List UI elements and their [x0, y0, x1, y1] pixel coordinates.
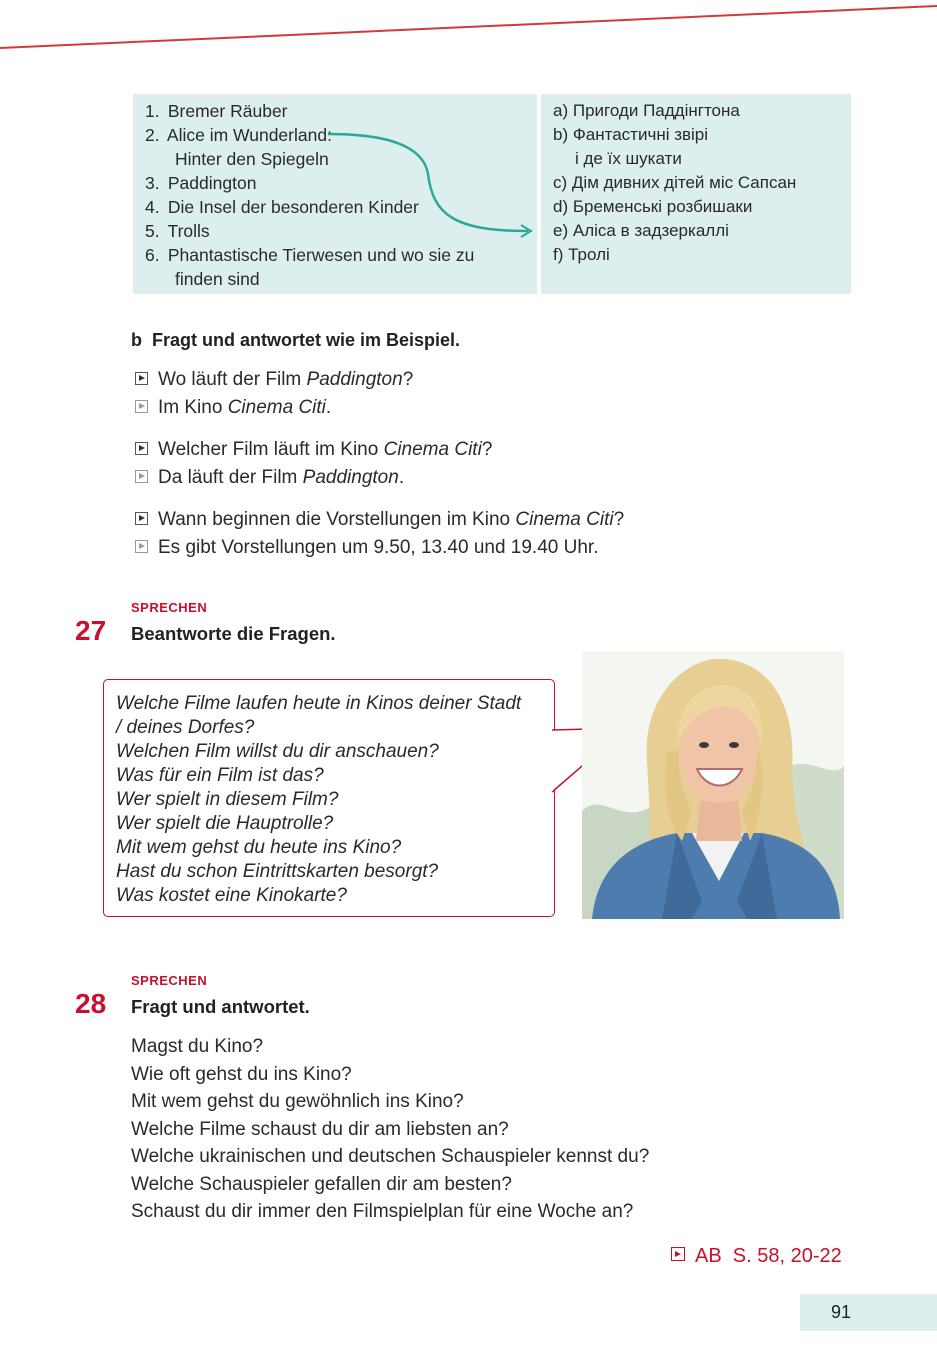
- question-item: Welche ukrainischen und deutschen Schauspieler kennst du?: [131, 1146, 650, 1167]
- item-text: Пригоди Паддінгтона: [572, 101, 740, 120]
- play-icon[interactable]: [135, 400, 148, 413]
- line-text: Im Kino: [158, 397, 228, 418]
- matching-table: [133, 94, 851, 294]
- question-item: Magst du Kino?: [131, 1036, 264, 1057]
- question-item: Was kostet eine Kinokarte?: [116, 885, 347, 906]
- example-dialog-3: [135, 506, 695, 562]
- question-item: Welche Filme laufen heute in Kinos deiner Stadt: [116, 693, 522, 714]
- exercise-27-title: Beantworte die Fragen.: [131, 623, 336, 644]
- woman-photo: [582, 651, 844, 919]
- question-item: / deines Dorfes?: [116, 717, 255, 738]
- item-text-continuation: Hinter den Spiegeln: [175, 149, 329, 169]
- answer-line: [135, 464, 695, 492]
- title-emphasis: Cinema Citi: [383, 439, 482, 460]
- title-emphasis: Paddington: [302, 467, 399, 488]
- title-emphasis: Cinema Citi: [515, 509, 614, 530]
- line-text: Wo läuft der Film: [158, 369, 307, 390]
- item-number: 4.: [145, 197, 160, 217]
- title-emphasis: Cinema Citi: [227, 397, 326, 418]
- german-title-item: [145, 219, 530, 243]
- item-text: Аліса в задзеркаллі: [572, 221, 729, 240]
- play-icon[interactable]: [135, 470, 148, 483]
- item-number: 3.: [145, 173, 160, 193]
- question-line: [135, 506, 695, 534]
- play-icon[interactable]: [135, 540, 148, 553]
- question-item: Wie oft gehst du ins Kino?: [131, 1063, 352, 1085]
- question-item: Welchen Film willst du dir anschauen?: [116, 741, 439, 762]
- item-text-continuation: finden sind: [175, 269, 260, 289]
- line-text: Wann beginnen die Vorstellungen im Kino: [158, 509, 516, 530]
- ukrainian-title-item: [553, 243, 843, 267]
- part-b-title: b Fragt und antwortet wie im Beispiel.: [131, 330, 461, 350]
- play-icon[interactable]: [135, 442, 148, 455]
- line-text: Da läuft der Film: [158, 467, 303, 488]
- item-letter: c): [553, 173, 568, 192]
- item-text: Paddington: [167, 173, 257, 193]
- question-line: [135, 366, 695, 394]
- example-dialog-1: [135, 366, 695, 422]
- item-text: Phantastische Tierwesen und wo sie zu: [167, 245, 475, 265]
- arrow-box-icon: [671, 1247, 685, 1261]
- item-number: 5.: [145, 221, 160, 241]
- page-number-box: [800, 1294, 937, 1331]
- exercise-27-number: 27: [75, 615, 107, 646]
- question-item: Mit wem gehst du gewöhnlich ins Kino?: [131, 1091, 464, 1112]
- line-punctuation: .: [325, 397, 332, 418]
- item-text: Дім дивних дітей міс Сапсан: [571, 173, 797, 192]
- answer-line: [135, 534, 695, 562]
- exercise-28-kicker: SPRECHEN: [131, 973, 208, 988]
- german-titles-list: [145, 99, 530, 291]
- item-text-continuation: і де їх шукати: [575, 149, 682, 168]
- item-text: Bremer Räuber: [167, 101, 288, 121]
- speech-bubble: [103, 679, 555, 917]
- line-punctuation: ?: [613, 509, 625, 530]
- item-text: Фантастичні звірі: [572, 125, 709, 144]
- question-line: [135, 436, 695, 464]
- item-text: Alice im Wunderland:: [166, 125, 332, 145]
- item-text: Die Insel der besonderen Kinder: [167, 197, 419, 217]
- item-letter: a): [553, 101, 569, 120]
- german-title-item: [145, 123, 530, 147]
- exercise-27-kicker: SPRECHEN: [131, 600, 208, 615]
- line-punctuation: ?: [481, 439, 493, 460]
- item-number: 6.: [145, 245, 160, 265]
- item-text: Бременські розбишаки: [572, 197, 753, 216]
- german-title-item: [145, 243, 530, 267]
- item-number: 1.: [145, 101, 160, 121]
- exercise-28-number: 28: [75, 988, 107, 1019]
- ukrainian-titles-column: [541, 94, 851, 294]
- ukrainian-title-item: [553, 195, 843, 219]
- answer-line: [135, 394, 695, 422]
- question-item: Wer spielt die Hauptrolle?: [116, 813, 334, 834]
- question-item: Wer spielt in diesem Film?: [116, 789, 339, 810]
- german-titles-column: [133, 94, 537, 294]
- workbook-reference-text: AB S. 58, 20-22: [695, 1245, 842, 1267]
- german-title-continuation: [145, 267, 530, 291]
- exercise-27-questions: [116, 692, 521, 908]
- line-punctuation: ?: [402, 369, 414, 390]
- question-item: Was für ein Film ist das?: [116, 765, 324, 786]
- german-title-item: [145, 195, 530, 219]
- header-rule: [0, 0, 937, 60]
- play-icon[interactable]: [135, 512, 148, 525]
- line-punctuation: .: [398, 467, 405, 488]
- play-icon[interactable]: [135, 372, 148, 385]
- item-letter: f): [553, 245, 564, 264]
- exercise-28-title: Fragt und antwortet.: [131, 996, 310, 1017]
- german-title-continuation: [145, 147, 530, 171]
- ukrainian-titles-list: [553, 99, 843, 267]
- german-title-item: [145, 171, 530, 195]
- german-title-item: [145, 99, 530, 123]
- example-dialog-2: [135, 436, 695, 492]
- ukrainian-title-item: [553, 171, 843, 195]
- item-letter: b): [553, 125, 569, 144]
- question-item: Hast du schon Eintrittskarten besorgt?: [116, 861, 439, 882]
- question-item: Schaust du dir immer den Filmspielplan für eine Woche an?: [131, 1201, 634, 1222]
- item-letter: e): [553, 221, 569, 240]
- line-text: Es gibt Vorstellungen um 9.50, 13.40 und 19.40 Uhr.: [158, 537, 599, 558]
- page-number: 91: [830, 1302, 852, 1322]
- ukrainian-title-item: [553, 123, 843, 147]
- item-letter: d): [553, 197, 569, 216]
- item-text: Trolls: [167, 221, 210, 241]
- ukrainian-title-continuation: [553, 147, 843, 171]
- workbook-reference[interactable]: [671, 1245, 842, 1268]
- ukrainian-title-item: [553, 99, 843, 123]
- exercise-28-questions: [131, 1033, 649, 1226]
- title-emphasis: Paddington: [306, 369, 403, 390]
- item-text: Тролі: [568, 245, 610, 264]
- question-item: Welche Filme schaust du dir am liebsten an?: [131, 1118, 509, 1140]
- line-text: Welcher Film läuft im Kino: [158, 439, 384, 460]
- ukrainian-title-item: [553, 219, 843, 243]
- item-number: 2.: [145, 125, 160, 145]
- question-item: Mit wem gehst du heute ins Kino?: [116, 837, 402, 858]
- question-item: Welche Schauspieler gefallen dir am besten?: [131, 1173, 512, 1195]
